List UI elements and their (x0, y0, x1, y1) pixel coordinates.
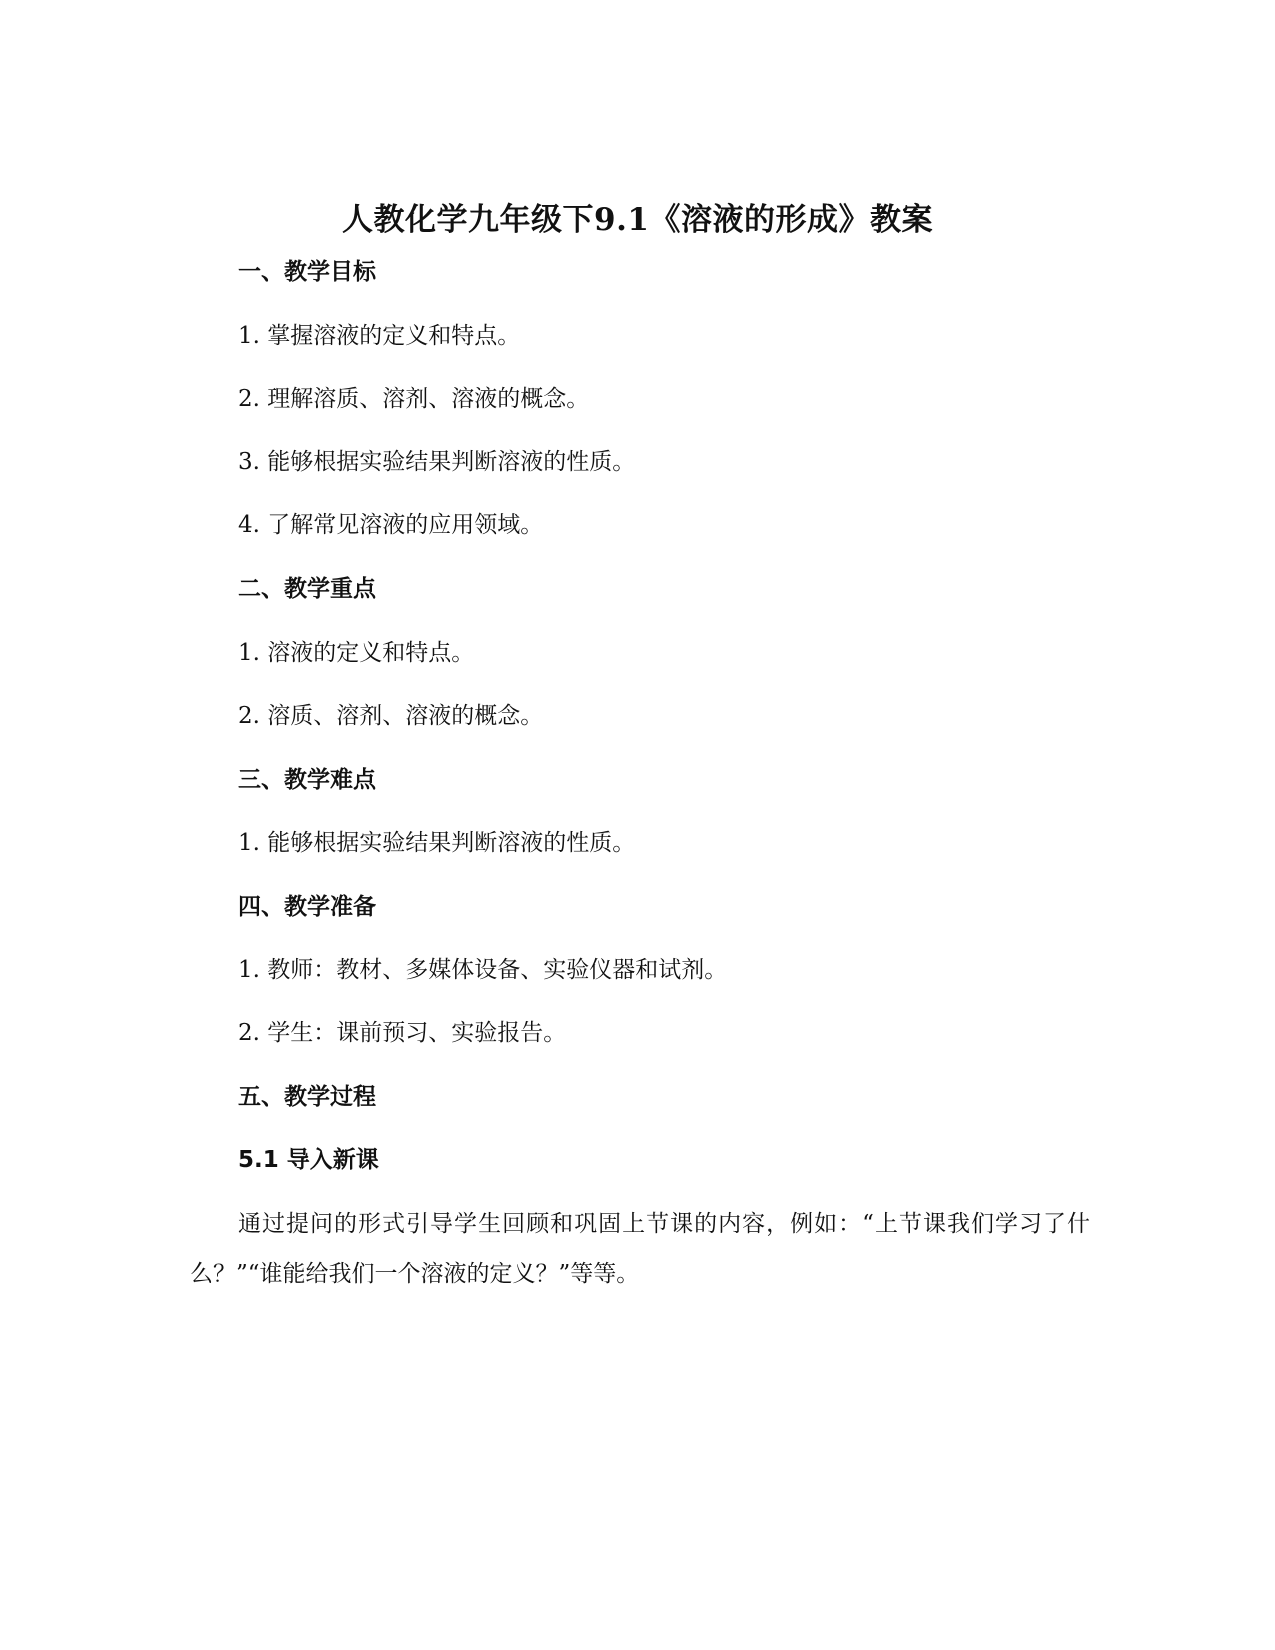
section-heading-process: 五、教学过程 (238, 1084, 376, 1110)
process-paragraph: 通过提问的形式引导学生回顾和巩固上节课的内容，例如：“上节课我们学习了什么？”“谁能给我们一个溶液的定义？”等等。 (190, 1211, 1090, 1287)
section-heading-difficulties: 三、教学难点 (238, 767, 376, 793)
section-heading-key-points: 二、教学重点 (238, 576, 376, 602)
objective-item: 2. 理解溶质、溶剂、溶液的概念。 (238, 386, 590, 412)
objective-item: 3. 能够根据实验结果判断溶液的性质。 (238, 449, 636, 475)
key-point-item: 1. 溶液的定义和特点。 (238, 640, 475, 666)
preparation-item: 1. 教师：教材、多媒体设备、实验仪器和试剂。 (238, 957, 728, 983)
key-point-item: 2. 溶质、溶剂、溶液的概念。 (238, 703, 544, 729)
difficulty-item: 1. 能够根据实验结果判断溶液的性质。 (238, 830, 636, 856)
section-heading-objectives: 一、教学目标 (238, 259, 376, 285)
objective-item: 1. 掌握溶液的定义和特点。 (238, 323, 521, 349)
section-heading-preparation: 四、教学准备 (238, 894, 376, 920)
subsection-heading: 5.1 导入新课 (238, 1147, 379, 1173)
preparation-item: 2. 学生：课前预习、实验报告。 (238, 1020, 567, 1046)
document-title: 人教化学九年级下9.1《溶液的形成》教案 (342, 202, 933, 238)
objective-item: 4. 了解常见溶液的应用领域。 (238, 512, 544, 538)
